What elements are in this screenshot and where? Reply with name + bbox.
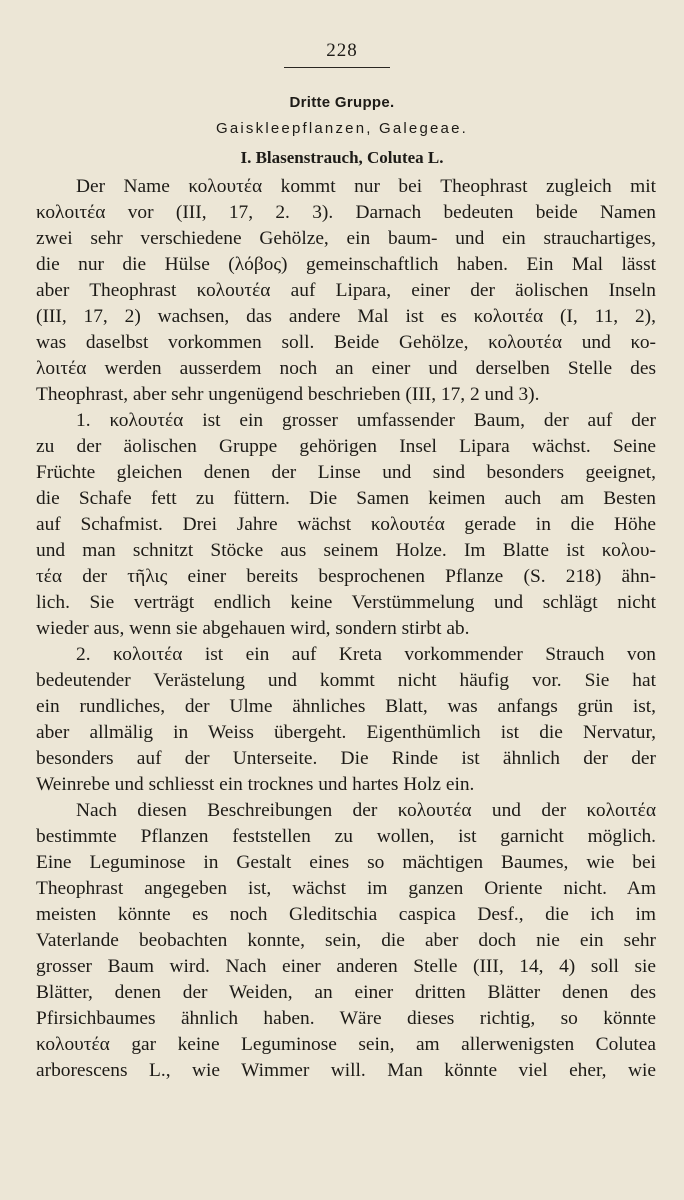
text-line: κολοιτέα vor (III, 17, 2. 3). Darnach bedeuten beide Namen [36,202,656,223]
text-line: aber allmälig in Weiss übergeht. Eigenthümlich ist die Nervatur, [36,722,656,743]
text-line: Nach diesen Beschreibungen der κολουτέα und der κολοιτέα [76,800,656,821]
group-subtitle: Gaiskleepflanzen, Galegeae. [215,120,469,137]
text-line: Vaterlande beobachten konnte, sein, die aber doch nie ein sehr [36,930,656,951]
text-line: (III, 17, 2) wachsen, das andere Mal ist es κολοιτέα (I, 11, 2), [36,306,656,327]
text-line: die Schafe fett zu füttern. Die Samen keimen auch am Besten [36,488,656,509]
text-line: die nur die Hülse (λόβος) gemeinschaftlich haben. Ein Mal lässt [36,254,656,275]
section-title: I. Blasenstrauch, Colutea L. [240,148,444,167]
text-line: wieder aus, wenn sie abgehauen wird, sondern stirbt ab. [36,618,470,639]
text-line: und man schnitzt Stöcke aus seinem Holze. Im Blatte ist κολου- [36,540,656,561]
text-line: zwei sehr verschiedene Gehölze, ein baum- und ein strauchartiges, [36,228,656,249]
body-text [36,174,656,1084]
text-line: ein rundliches, der Ulme ähnliches Blatt, was anfangs grün ist, [36,696,656,717]
text-line: aber Theophrast κολουτέα auf Lipara, einer der äolischen Inseln [36,280,656,301]
text-line: Theophrast angegeben ist, wächst im ganzen Oriente nicht. Am [36,878,656,899]
text-line: bestimmte Pflanzen feststellen zu wollen, ist garnicht möglich. [36,826,656,847]
group-title: Dritte Gruppe. [289,94,395,111]
header-rule [284,67,390,68]
text-line: Eine Leguminose in Gestalt eines so mächtigen Baumes, wie bei [36,852,656,873]
text-line: auf Schafmist. Drei Jahre wächst κολουτέα gerade in die Höhe [36,514,656,535]
text-line: κολουτέα gar keine Leguminose sein, am allerwenigsten Colutea [36,1034,656,1055]
text-line: Der Name κολουτέα kommt nur bei Theophrast zugleich mit [76,176,656,197]
text-line: λοιτέα werden ausserdem noch an einer und derselben Stelle des [36,358,656,379]
text-line: 2. κολοιτέα ist ein auf Kreta vorkommender Strauch von [76,644,656,665]
text-line: meisten könnte es noch Gleditschia caspica Desf., die ich im [36,904,656,925]
text-line: arborescens L., wie Wimmer will. Man könnte viel eher, wie [36,1060,656,1081]
text-line: besonders auf der Unterseite. Die Rinde ist ähnlich der der [36,748,656,769]
text-line: zu der äolischen Gruppe gehörigen Insel Lipara wächst. Seine [36,436,656,457]
text-line: 1. κολουτέα ist ein grosser umfassender Baum, der auf der [76,410,656,431]
text-line: Blätter, denen der Weiden, an einer dritten Blätter denen des [36,982,656,1003]
text-line: was daselbst vorkommen soll. Beide Gehölze, κολουτέα und κο- [36,332,656,353]
text-line: Weinrebe und schliesst ein trocknes und hartes Holz ein. [36,774,475,795]
text-line: Früchte gleichen denen der Linse und sind besonders geeignet, [36,462,656,483]
page-number: 228 [326,40,358,61]
text-line: bedeutender Verästelung und kommt nicht häufig vor. Sie hat [36,670,656,691]
text-line: lich. Sie verträgt endlich keine Verstümmelung und schlägt nicht [36,592,656,613]
text-line: grosser Baum wird. Nach einer anderen Stelle (III, 14, 4) soll sie [36,956,656,977]
text-line: Theophrast, aber sehr ungenügend beschrieben (III, 17, 2 und 3). [36,384,540,405]
text-line: Pfirsichbaumes ähnlich haben. Wäre dieses richtig, so könnte [36,1008,656,1029]
text-line: τέα der τῆλις einer bereits besprochenen Pflanze (S. 218) ähn- [36,566,656,587]
